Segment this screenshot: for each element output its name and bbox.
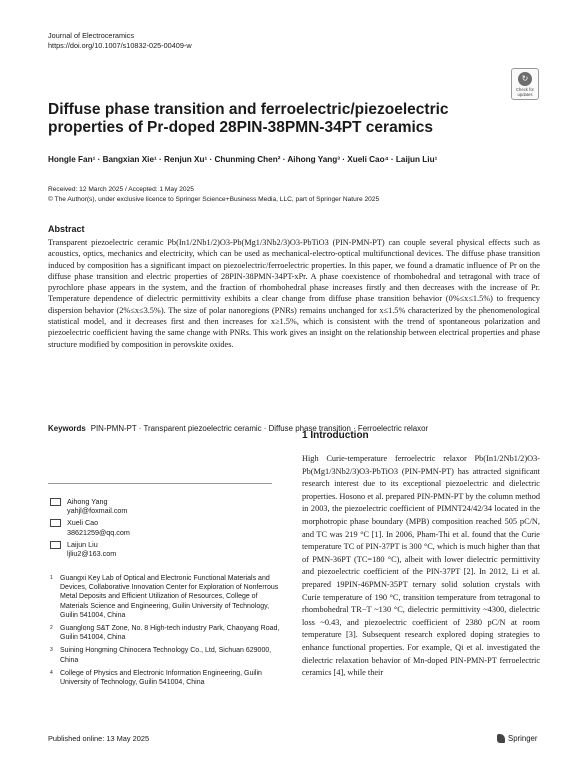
affiliation-number: 1	[50, 575, 53, 581]
published-date: Published online: 13 May 2025	[48, 734, 150, 743]
copyright-notice: © The Author(s), under exclusive licence to Springer Science+Business Media, LLC, part of Springer Nature 2025	[48, 195, 380, 203]
author-list: Hongle Fan¹ · Bangxian Xie¹ · Renjun Xu¹ · Chunming Chen² · Aihong Yang³ · Xueli Cao⁴ · Laijun Liu¹	[48, 155, 438, 164]
email-icon	[50, 541, 61, 549]
contact-email[interactable]: 38621259@qq.com	[67, 527, 130, 537]
email-icon	[50, 498, 61, 506]
keywords-label: Keywords	[48, 424, 86, 433]
contact-email[interactable]: ljliu2@163.com	[67, 549, 117, 559]
affiliation-text: Guangxi Key Lab of Optical and Electronic Functional Materials and Devices, Collaborative Innovation Center for Exploration of Nonferrous Metal Deposits and Efficient Utilization of Resources, College of Materials Science and Engineering, Guilin University of Technology, Guilin 541004, China	[60, 575, 279, 619]
springer-horse-icon	[497, 734, 505, 743]
badge-line-1: Check for	[516, 87, 534, 92]
affiliation-item	[50, 669, 280, 687]
journal-header	[48, 31, 192, 51]
affiliation-text: Suining Hongming Chinocera Technology Co., Ltd, Sichuan 629000, China	[60, 647, 272, 664]
affiliation-number: 3	[50, 647, 53, 654]
contact-name: Xueli Cao	[67, 518, 99, 528]
abstract-text: Transparent piezoelectric ceramic Pb(In1/2Nb1/2)O3-Pb(Mg1/3Nb2/3)O3-PbTiO3 (PIN-PMN-PT) can couple several physical effects such as acoustics, optics, mechanics and electricity, which can be used as mechanical-electro-optical multifunctional devices. The diffuse phase transition induced by composition has a significant impact on piezoelectric/ferroelectric properties. In this paper, we found a dramatic influence of Pr on the diffuse phase transition and electric properties of 28PIN-38PMN-34PT-xPr. A phase coexistence of rhombohedral and tetragonal with trace of pyrochlore phase appears in the system, and the fraction of rhombohedral phase increases firstly and then decreases with the increase of Pr. Temperature dependence of dielectric permittivity exhibits a clear change from diffuse phase transition behavior (0%≤x≤1.5%) to frequency dispersion behavior (2%≤x≤3.5%). The size of polar nanoregions (PNRs) remains unchanged for x≤1.5% characterized by the phenomenological statistical model, and it decreases first and then increases for x≥1.5%, which is consistent with the trend of spontaneous polarization and piezoelectric coefficient having the same change with PNRs. This work gives an insight on the relationship between electrical properties and phase structure modified by composition in perovskite oxides.	[48, 238, 540, 349]
footnote-divider	[48, 483, 272, 484]
publisher-name: Springer	[508, 734, 538, 743]
corresponding-authors	[50, 497, 270, 561]
badge-line-2: updates	[517, 91, 533, 97]
affiliations	[50, 574, 280, 691]
affiliation-item	[50, 574, 280, 620]
paper-title: Diffuse phase transition and ferroelectric/piezoelectric properties of Pr-doped 28PIN-38PMN-34PT ceramics	[48, 101, 449, 136]
contact-entry	[50, 518, 270, 536]
affiliation-number: 2	[50, 625, 53, 632]
contact-name: Aihong Yang	[67, 497, 108, 506]
introduction-text: High Curie-temperature ferroelectric relaxor Pb(In1/2Nb1/2)O3-Pb(Mg1/3Nb2/3)O3-PbTiO3 (PIN-PMN-PT) has attracted significant research interest due to its exceptional piezoelectric and dielectric properties. Hosono et al. prepared PIN-PMN-PT by the column method in 2003, the piezoelectric coefficient of PIMNT24/42/34 located in the morphotropic phase boundary (MPB) composition reached 505 pC/N, and TC was 219 °C [1]. In 2006, Pham-Thi et al. found that the Curie temperature TC of PIN-37PT is 300 °C, which is much higher than that of PMN-36PT (TC=180 °C), albeit with lower dielectric permittivity and piezoelectric coefficient of the PIN-37PT [2]. In 2012, Li et al. prepared 19PIN-46PMN-35PT ternary solid solution crystals with Curie temperature of 190 °C, transition temperature from tetragonal to rhombohedral TR−T ~130 °C, dielectric permittivity ~4300, dielectric loss ~0.43, and piezoelectric coefficient of 2380 pC/N at room temperature [3]. Subsequent research explored doping strategies to enhance functional properties. For example, Qi et al. investigated the dielectric relaxation behavior of Mn-doped PIN-PMN-PT ferroelectric ceramics [4], while their	[302, 454, 540, 678]
keywords-list: PIN-PMN-PT · Transparent piezoelectric ceramic · Diffuse phase transition · Ferroelectric relaxor	[90, 424, 429, 433]
abstract-heading: Abstract	[48, 224, 85, 234]
affiliation-item	[50, 624, 280, 642]
doi-link[interactable]: https://doi.org/10.1007/s10832-025-00409-w	[48, 41, 192, 50]
contact-entry	[50, 497, 270, 515]
introduction-heading: 1 Introduction	[302, 430, 369, 441]
affiliation-text: Guanglong S&T Zone, No. 8 High-tech industry Park, Chaoyang Road, Guilin 541004, China	[60, 625, 280, 642]
email-icon	[50, 519, 61, 527]
check-for-updates-badge[interactable]	[511, 68, 539, 100]
refresh-icon: ↻	[518, 72, 532, 86]
publisher-logo	[497, 734, 537, 743]
affiliation-item	[50, 646, 280, 664]
received-accepted: Received: 12 March 2025 / Accepted: 1 May 2025	[48, 186, 194, 193]
publication-dates	[48, 185, 379, 204]
affiliation-text: College of Physics and Electronic Information Engineering, Guilin University of Technology, Guilin 541004, China	[60, 669, 262, 687]
keywords	[48, 424, 540, 433]
affiliation-number: 4	[50, 669, 53, 676]
contact-email[interactable]: yahjl@foxmail.com	[67, 506, 128, 516]
journal-name: Journal of Electroceramics	[48, 31, 134, 40]
contact-entry	[50, 540, 270, 558]
contact-name: Laijun Liu	[67, 539, 98, 549]
